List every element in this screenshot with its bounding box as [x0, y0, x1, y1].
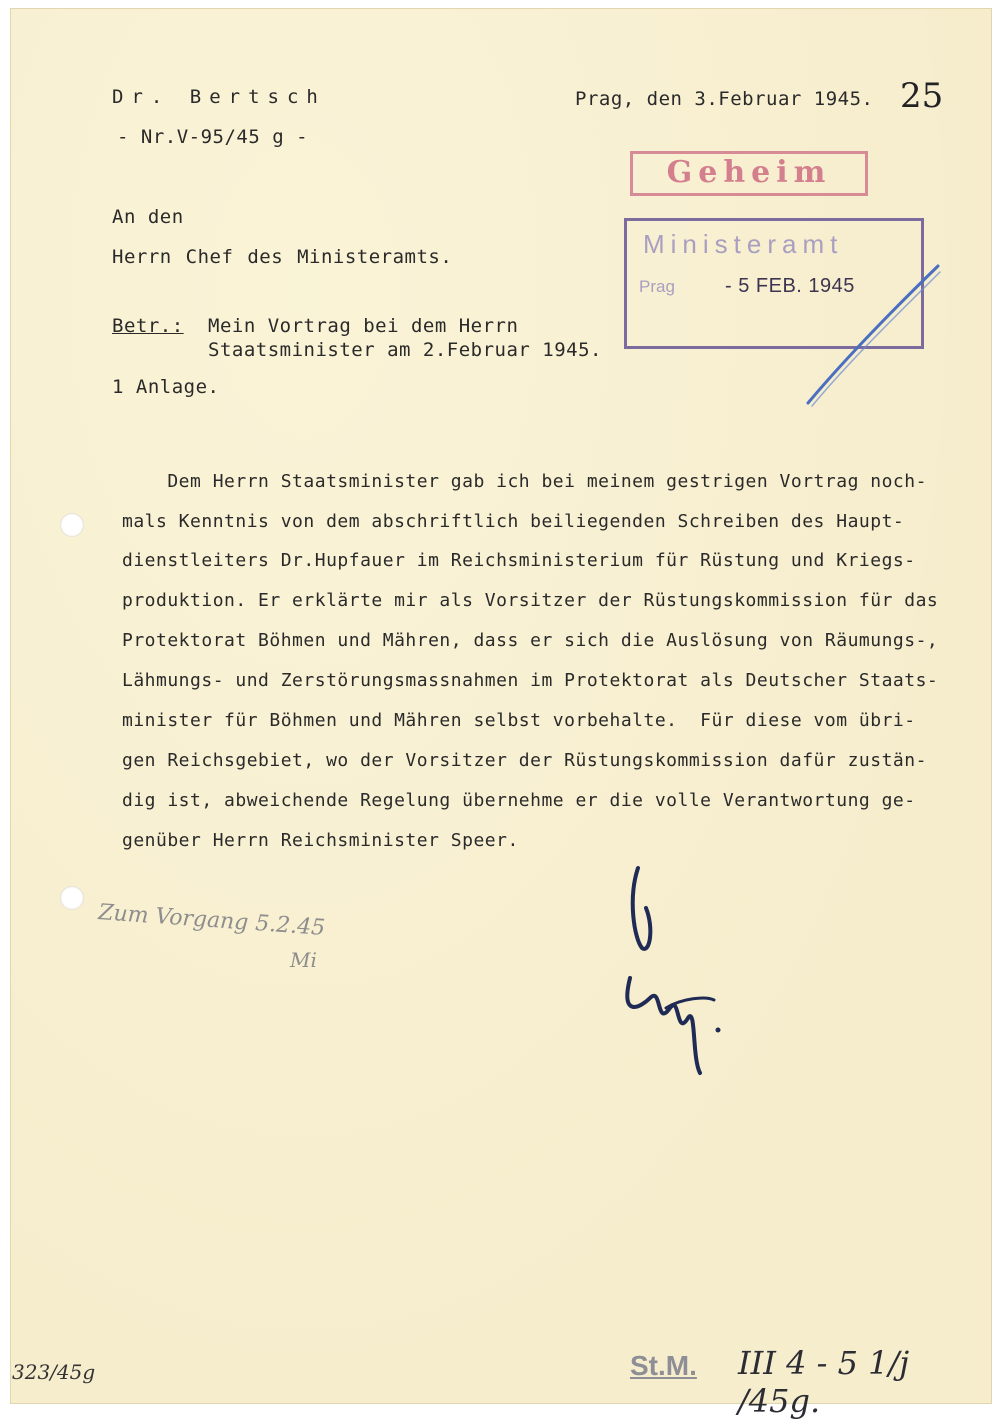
enclosure-note: 1 Anlage.: [112, 376, 220, 398]
body-line: minister für Böhmen und Mähren selbst vorbehalte. Für diese vom übri-: [122, 710, 916, 731]
recipient-line-1: An den: [112, 206, 184, 228]
ministry-stamp-title: Ministeramt: [643, 229, 844, 259]
blue-pencil-stroke: [790, 258, 950, 418]
signature: [610, 858, 740, 1088]
reference-number: - Nr.V-95/45 g -: [117, 126, 309, 148]
handwritten-margin-note: Zum Vorgang 5.2.45: [97, 900, 326, 941]
page-number: 25: [900, 76, 944, 116]
ministry-stamp-date: - 5 FEB. 1945: [725, 275, 855, 297]
body-line: genüber Herrn Reichsminister Speer.: [122, 830, 519, 851]
subject-line-2: Staatsminister am 2.Februar 1945.: [208, 339, 602, 361]
archive-number: 323/45g: [12, 1360, 96, 1384]
handwritten-initials: Mi: [290, 948, 317, 972]
subject-line-1: Mein Vortrag bei dem Herrn: [208, 315, 519, 337]
punch-hole-lower: [60, 886, 84, 910]
recipient-line-2: Herrn Chef des Ministeramts.: [112, 246, 453, 268]
body-line: dig ist, abweichende Regelung übernehme er die volle Verantwortung ge-: [122, 790, 916, 811]
registry-label: St.M.: [630, 1350, 697, 1381]
body-line: Dem Herrn Staatsminister gab ich bei meinem gestrigen Vortrag noch-: [122, 471, 927, 492]
body-line: gen Reichsgebiet, wo der Vorsitzer der Rüstungskommission dafür zustän-: [122, 750, 927, 771]
body-line: Protektorat Böhmen und Mähren, dass er sich die Auslösung von Räumungs-,: [122, 630, 939, 651]
sender-name: Dr. Bertsch: [112, 86, 326, 108]
body-line: dienstleiters Dr.Hupfauer im Reichsministerium für Rüstung und Kriegs-: [122, 550, 916, 571]
ministry-stamp-place: Prag: [639, 277, 675, 296]
subject-label: Betr.:: [112, 315, 184, 337]
body-line: Lähmungs- und Zerstörungsmassnahmen im Protektorat als Deutscher Staats-: [122, 670, 939, 691]
secret-stamp: Geheim: [630, 151, 868, 196]
document-page: [10, 8, 992, 1420]
body-line: produktion. Er erklärte mir als Vorsitzer der Rüstungskommission für das: [122, 590, 939, 611]
punch-hole-upper: [60, 513, 84, 537]
place-date: Prag, den 3.Februar 1945.: [575, 88, 874, 110]
body-line: mals Kenntnis von dem abschriftlich beiliegenden Schreiben des Haupt-: [122, 511, 905, 532]
registry-code: III 4 - 5 1/j /45g.: [738, 1344, 910, 1420]
